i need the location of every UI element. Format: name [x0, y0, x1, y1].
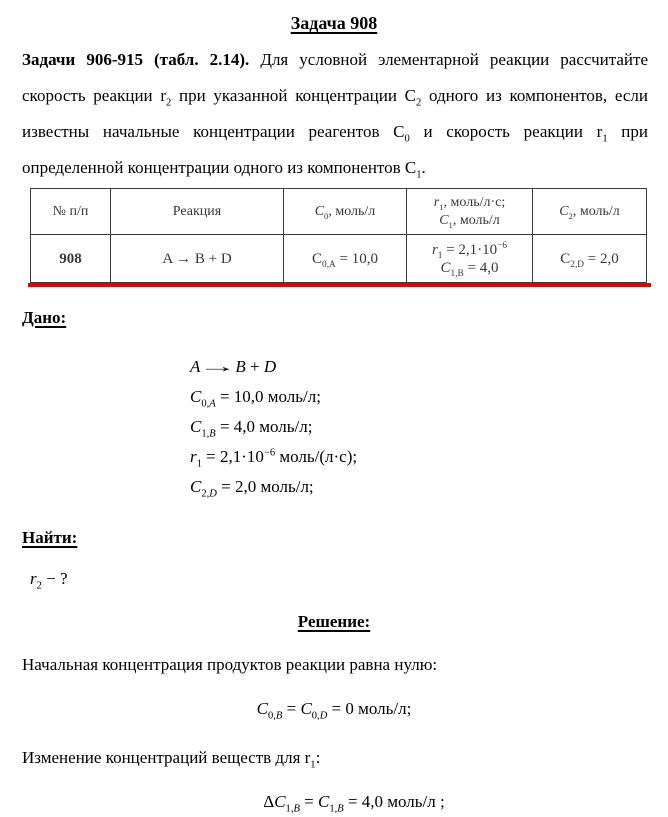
table-cell-c2: $C_{2,D} = 2,0$ — [533, 235, 647, 283]
table-cell-reaction: A → B + D — [111, 235, 284, 283]
document-page — [0, 12, 668, 817]
red-underline-marker — [28, 283, 651, 287]
equation-line-c1b: $C_{1,B} = 4,0$ моль/л; — [190, 417, 313, 440]
equation-line-r1: $r_1 = 2,1\cdot 10^{-6}$ моль/(л·с); — [190, 447, 358, 470]
find-expression: $r_2$ − ? — [30, 569, 68, 592]
solution-heading: Решение: — [297, 612, 371, 631]
table-cell-c0: $C_{0,A} = 10,0$ — [284, 235, 407, 283]
equation-line-c0a: $C_{0,A} = 10,0$ моль/л; — [190, 387, 321, 410]
table-cell-number: 908 — [31, 235, 111, 283]
table-cell-r1-c1: $r_1 = 2,1\cdot 10^{-6}$ $C_{1,B} = 4,0$ — [407, 235, 533, 283]
table-header-cell-r1-c1: $r_1$, моль/л·с; $C_1$, моль/л — [407, 189, 533, 235]
conditions-table — [30, 188, 647, 283]
table-header-row — [31, 189, 647, 235]
solution-paragraph-1: Начальная концентрация продуктов реакции равна нулю: — [22, 655, 438, 674]
equation-line-c2d: $C_{2,D} = 2,0$ моль/л; — [190, 477, 314, 500]
solution-paragraph-2: Изменение концентраций веществ для $r_1$: — [22, 748, 321, 771]
problem-statement: Задачи 906-915 (табл. 2.14). Для условной элементарной реакции рассчитайте скорость реакции $r_2$ при указанной концентрации $C_2$ одного из компонентов, если известны начальные концентрации реагентов $C_0$ и скорость реакции $r_1$ при определенной концентрации одного из компонентов $C_1$. — [22, 50, 649, 181]
table-header-cell-reaction: Реакция — [111, 189, 284, 235]
table-header-cell-number: № п/п — [31, 189, 111, 235]
solution-equation-1: $C_{0,B} = C_{0,D} = 0$ моль/л; — [256, 699, 412, 722]
table-data-row — [31, 235, 647, 283]
given-heading: Дано: — [22, 308, 67, 327]
find-heading: Найти: — [22, 528, 78, 547]
page-title: Задача 908 — [290, 13, 378, 33]
table-header-cell-c0: $C_0$, моль/л — [284, 189, 407, 235]
table-header-cell-c2: $C_2$, моль/л — [533, 189, 647, 235]
equation-line-reaction: A→B + D — [190, 357, 277, 376]
solution-equation-2: $\Delta C_{1,B} = C_{1,B} = 4,0$ моль/л ; — [263, 792, 445, 815]
given-equations — [190, 352, 668, 502]
